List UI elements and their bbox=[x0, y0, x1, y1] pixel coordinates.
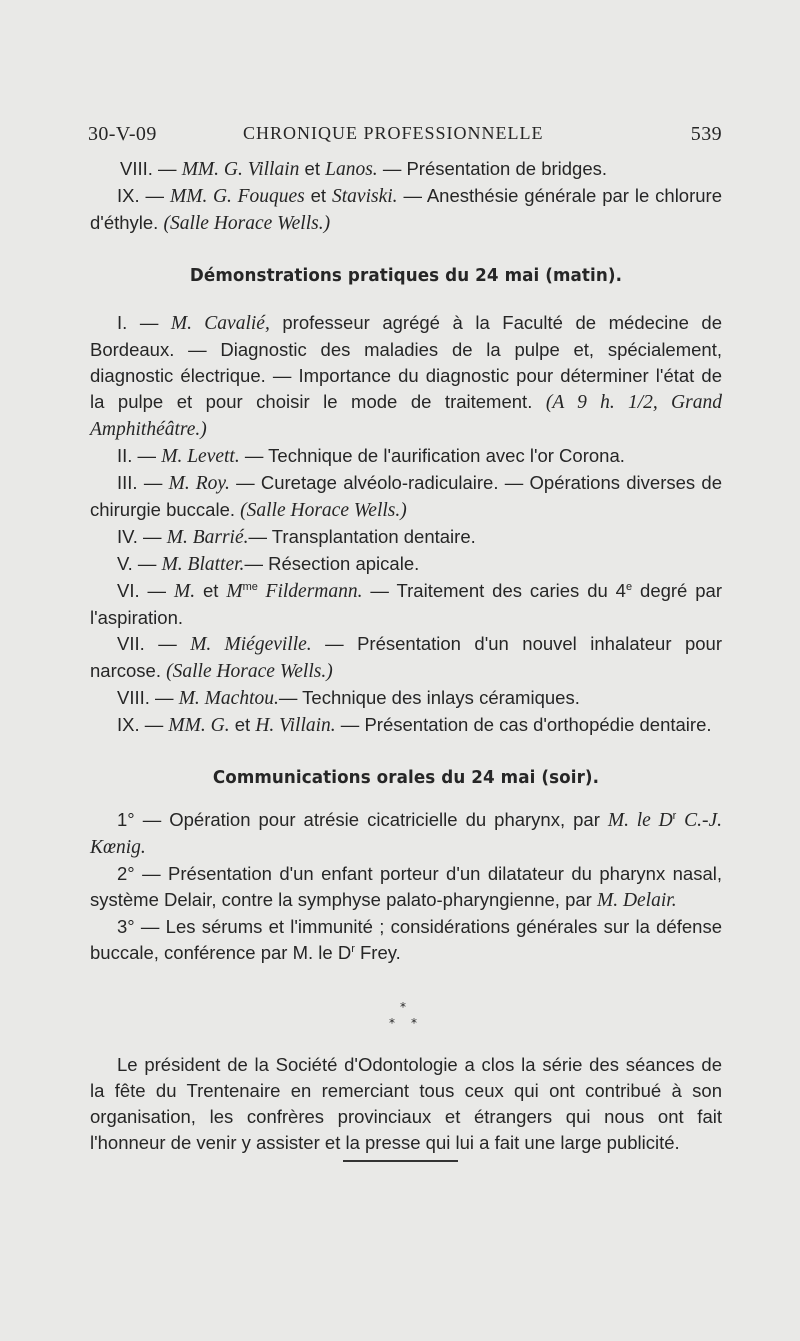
page-content bbox=[90, 156, 722, 1156]
list-item bbox=[90, 631, 722, 685]
list-item bbox=[90, 807, 722, 861]
author-name: Lanos. bbox=[325, 159, 378, 180]
superscript: r bbox=[672, 809, 677, 822]
item-connector: et bbox=[195, 580, 227, 601]
author-name: MM. G. Villain bbox=[181, 159, 300, 180]
item-text: Frey. bbox=[354, 942, 401, 963]
item-connector: et bbox=[299, 158, 326, 179]
asterisk: * bbox=[400, 1000, 406, 1014]
author-title: M bbox=[226, 581, 243, 602]
page-number: 539 bbox=[690, 123, 722, 145]
list-item bbox=[90, 578, 722, 631]
item-text: — Résection apicale. bbox=[244, 553, 420, 574]
item-text: — Transplantation dentaire. bbox=[248, 526, 476, 547]
author-name: M. Roy. bbox=[168, 473, 230, 494]
author-name: H. Villain. bbox=[255, 715, 336, 736]
superscript: e bbox=[625, 580, 633, 593]
item-text: Les sérums et l'immunité ; considérations générales sur la défense buccale, conférence par M. le D bbox=[90, 916, 723, 963]
author-name: MM. G. Fouques bbox=[169, 186, 305, 207]
item-text: Présentation d'un enfant porteur d'un dilatateur du pharynx nasal, système Delair, contre la symphyse palato-pharyngienne, par bbox=[90, 863, 722, 910]
item-text: — Curetage alvéolo-radiculaire. — Opérations diverses de chirurgie buccale. bbox=[90, 472, 722, 520]
list-item bbox=[90, 861, 722, 914]
item-number: IX. — bbox=[117, 714, 169, 735]
item-text: — Traitement des caries du 4 bbox=[362, 580, 626, 601]
location-note: (A 9 h. 1/2, Grand Amphithéâtre.) bbox=[90, 392, 722, 440]
item-connector: et bbox=[304, 185, 332, 206]
closing-paragraph: Le président de la Société d'Odontologie a clos la série des séances de la fête du Trentenaire en remerciant tous ceux qui ont contribué à son organisation, les confrères provinciaux et étrangers qui nous ont fait l'honneur de venir y assister et la presse qui lui a fait une large publicité. bbox=[90, 1054, 722, 1153]
item-number: VII. — bbox=[117, 633, 191, 654]
section-title: Communications orales du 24 mai (soir). bbox=[212, 767, 600, 788]
author-name: M. Blatter. bbox=[161, 554, 245, 575]
item-number: IX. — bbox=[117, 185, 170, 206]
author-name: Fildermann. bbox=[257, 581, 363, 602]
author-name: C.-J. Kœnig. bbox=[90, 810, 723, 858]
author-name: Staviski. bbox=[332, 186, 398, 207]
item-text: — Présentation de bridges. bbox=[377, 158, 608, 179]
superscript: me bbox=[242, 580, 258, 593]
superscript: r bbox=[351, 942, 355, 955]
item-number: 2° — bbox=[117, 863, 169, 884]
item-text: — Présentation de cas d'orthopédie dentaire. bbox=[335, 714, 712, 735]
item-number: 3° — bbox=[117, 916, 166, 937]
section-title: Démonstrations pratiques du 24 mai (matin). bbox=[189, 265, 623, 286]
location-note: (Salle Horace Wells.) bbox=[163, 213, 331, 234]
list-item bbox=[90, 310, 722, 443]
item-number: IV. — bbox=[117, 526, 167, 547]
item-text: Opération pour atrésie cicatricielle du pharynx, par bbox=[169, 809, 608, 830]
asterism-separator bbox=[90, 980, 722, 1028]
location-note: (Salle Horace Wells.) bbox=[240, 500, 407, 521]
item-number: VIII. — bbox=[117, 687, 179, 708]
author-name: M. bbox=[173, 581, 196, 602]
item-text: degré par l'aspiration. bbox=[90, 580, 723, 628]
author-name: M. Miégeville. bbox=[190, 634, 312, 655]
item-text: — Technique des inlays céramiques. bbox=[278, 687, 580, 708]
item-connector: et bbox=[229, 714, 256, 735]
list-item bbox=[90, 443, 722, 470]
author-name: MM. G. bbox=[168, 715, 230, 736]
item-text: — Présentation d'un nouvel inhalateur pour narcose. bbox=[90, 633, 722, 681]
location-note: (Salle Horace Wells.) bbox=[166, 661, 333, 682]
author-name: M. Cavalié, bbox=[170, 313, 270, 334]
item-text: — Technique de l'aurification avec l'or Corona. bbox=[239, 445, 625, 466]
item-number: 1° — bbox=[117, 809, 170, 830]
item-number: V. — bbox=[117, 553, 162, 574]
list-item bbox=[90, 685, 722, 712]
author-name: M. Levett. bbox=[161, 446, 240, 467]
list-item bbox=[90, 470, 722, 524]
item-text: professeur agrégé à la Faculté de médecine de Bordeaux. — Diagnostic des maladies de la pulpe et, spécialement, diagnostic électrique. — Importance du diagnostic pour déterminer l'état de la pulpe et pour choisir le mode de traitement. bbox=[90, 312, 722, 412]
asterisk: * bbox=[411, 1016, 417, 1030]
list-item bbox=[90, 551, 722, 578]
list-item bbox=[90, 914, 722, 966]
list-item bbox=[90, 712, 722, 739]
list-item bbox=[90, 183, 722, 237]
author-name: M. le D bbox=[607, 810, 673, 831]
item-number: VIII. — bbox=[120, 158, 182, 179]
header-title: CHRONIQUE PROFESSIONNELLE bbox=[243, 123, 544, 143]
item-number: II. — bbox=[117, 445, 162, 466]
asterisk: * bbox=[389, 1016, 395, 1030]
author-name: M. Machtou. bbox=[178, 688, 279, 709]
item-number: III. — bbox=[117, 472, 169, 493]
list-item bbox=[90, 156, 722, 183]
item-number: I. — bbox=[117, 312, 171, 333]
list-item bbox=[90, 524, 722, 551]
author-name: M. Delair. bbox=[596, 890, 677, 911]
item-number: VI. — bbox=[117, 580, 174, 601]
closing-rule bbox=[343, 1160, 458, 1162]
item-text: — Anesthésie générale par le chlorure d'éthyle. bbox=[90, 185, 722, 233]
author-name: M. Barrié. bbox=[166, 527, 249, 548]
header-date: 30-V-09 bbox=[88, 123, 157, 145]
running-header bbox=[88, 118, 722, 150]
